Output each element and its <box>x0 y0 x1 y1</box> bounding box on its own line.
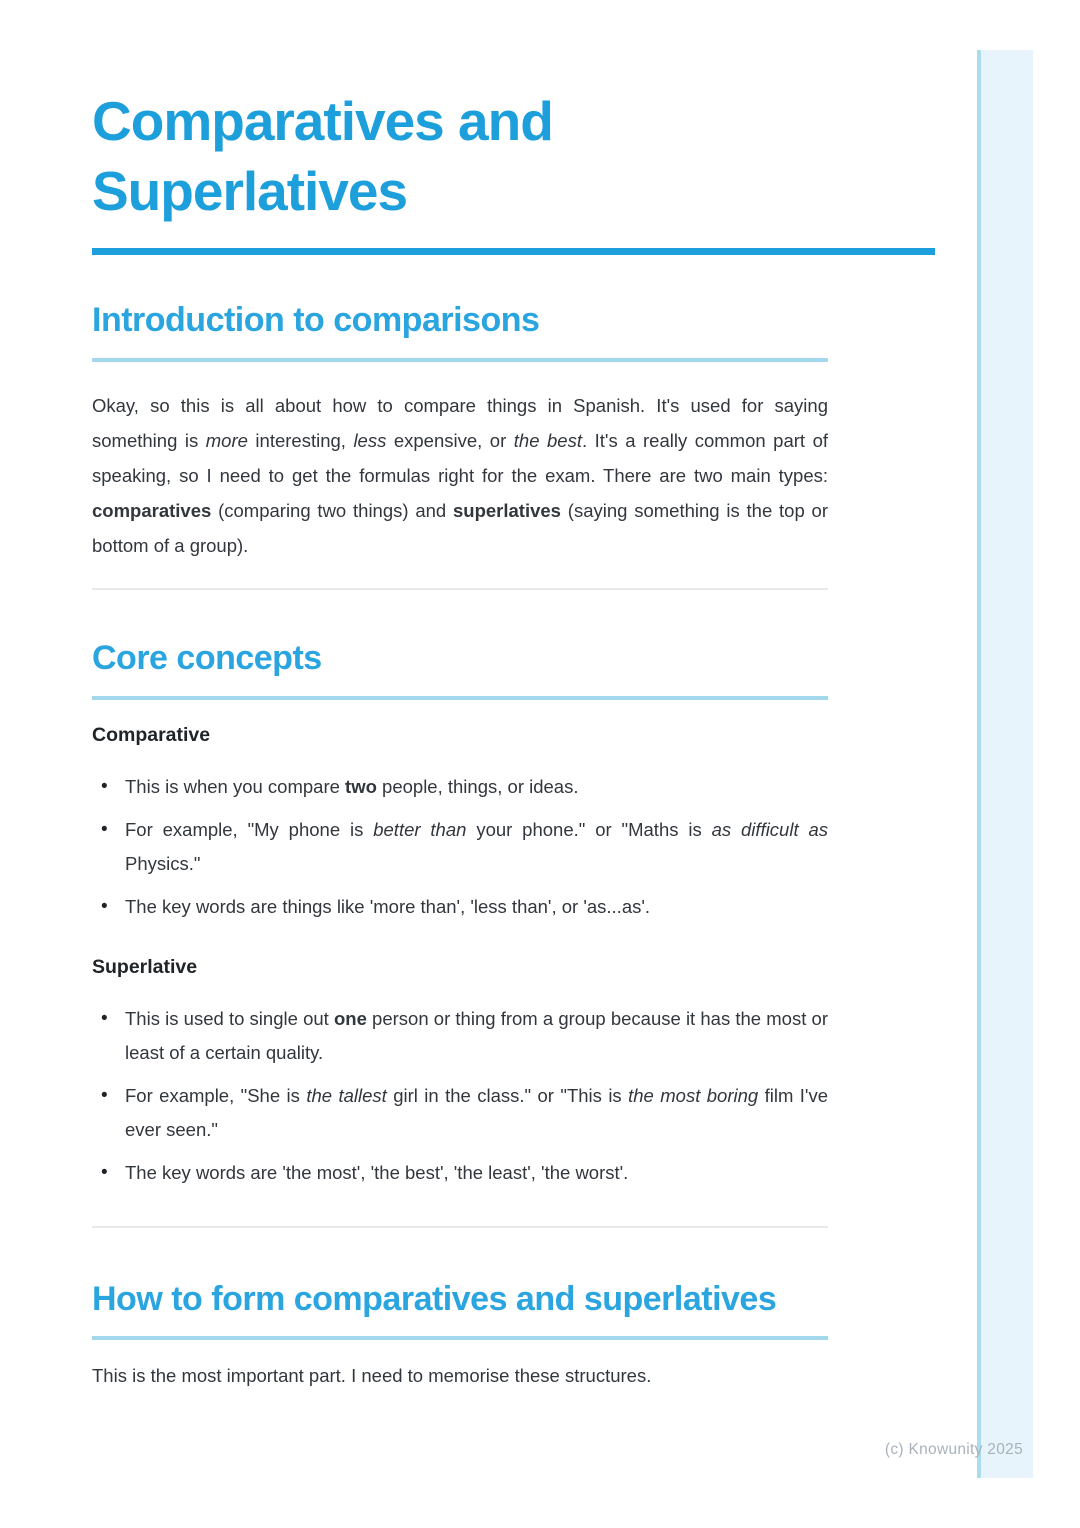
subheading-superlative: Superlative <box>92 956 198 978</box>
comparative-bullet-list <box>92 770 828 924</box>
footer-credit: (c) Knowunity 2025 <box>884 1441 1023 1458</box>
intro-paragraph: Okay, so this is all about how to compare things in Spanish. It's used for saying something is more interesting, less expensive, or the best. It's a really common part of speaking, so I need to get the formulas right for the exam. There are two main types: comparatives (comparing two things) and superlatives (saying something is the top or bottom of a group). <box>92 395 828 556</box>
list-item: • The key words are things like 'more than', 'less than', or 'as...as'. <box>92 890 828 924</box>
list-item: • The key words are 'the most', 'the best', 'the least', 'the worst'. <box>92 1156 828 1190</box>
list-item: • For example, "My phone is better than your phone." or "Maths is as difficult as Physics." <box>92 813 828 881</box>
form-paragraph: This is the most important part. I need to memorise these structures. <box>92 1365 652 1386</box>
section-divider <box>92 588 828 590</box>
list-item: • This is when you compare two people, things, or ideas. <box>92 770 828 804</box>
title-rule <box>92 248 935 255</box>
section-heading-how-to-form: How to form comparatives and superlatives <box>92 1280 777 1318</box>
page-title: Comparatives and Superlatives <box>92 90 553 222</box>
section-divider <box>92 1226 828 1228</box>
section-heading-core-concepts: Core concepts <box>92 639 322 677</box>
list-item: • This is used to single out one person or thing from a group because it has the most or least of a certain quality. <box>92 1002 828 1070</box>
subheading-comparative: Comparative <box>92 724 211 746</box>
page-accent-bar <box>977 50 1033 1478</box>
heading-underline <box>92 696 828 700</box>
section-heading-introduction: Introduction to comparisons <box>92 301 540 339</box>
document-content <box>92 0 828 1393</box>
list-item: • For example, "She is the tallest girl in the class." or "This is the most boring film I've ever seen." <box>92 1079 828 1147</box>
heading-underline <box>92 358 828 362</box>
superlative-bullet-list <box>92 1002 828 1190</box>
heading-underline <box>92 1336 828 1340</box>
